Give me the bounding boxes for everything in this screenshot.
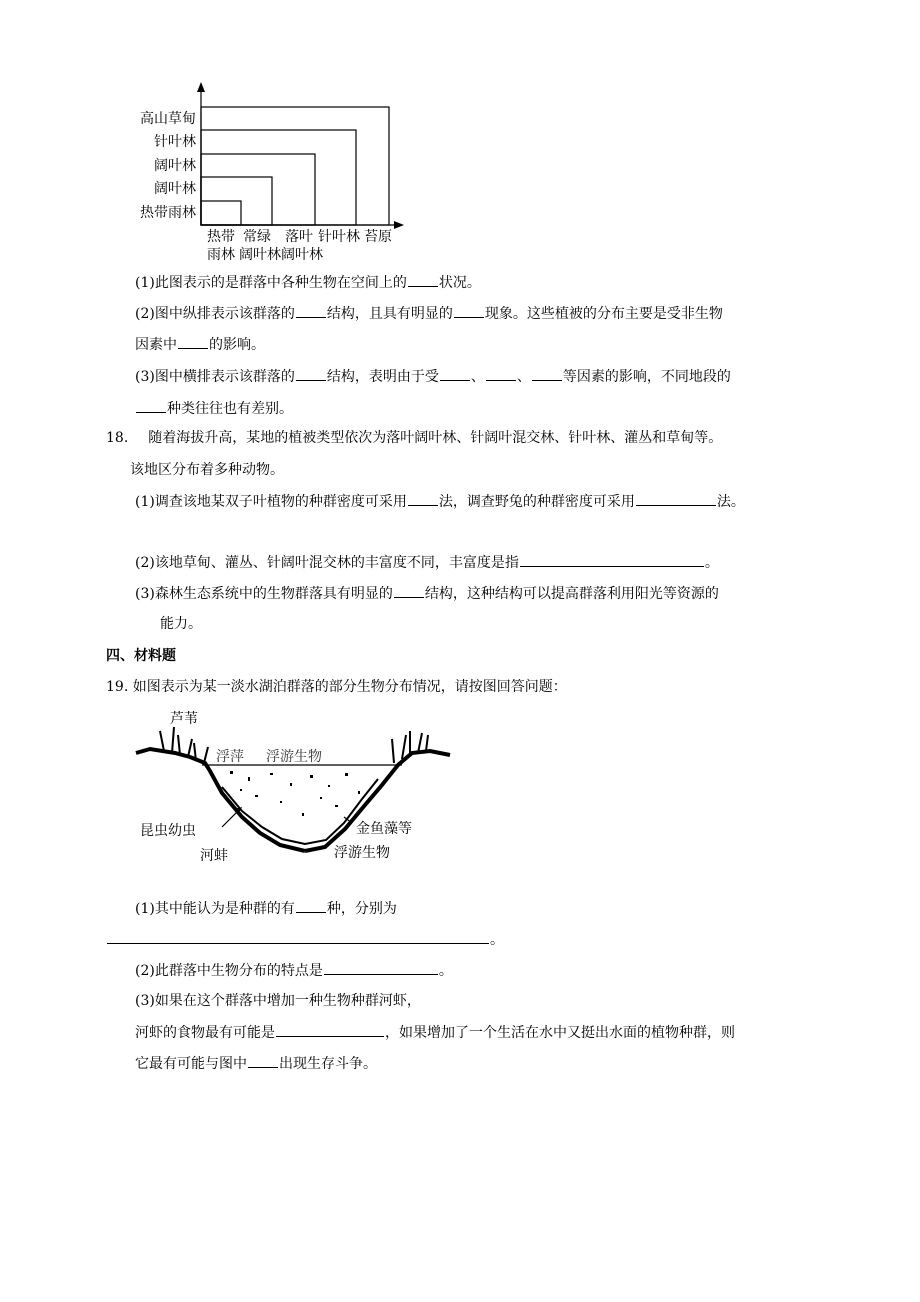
q19-part3: (3)如果在这个群落中增加一种生物种群河虾， <box>135 993 421 1009</box>
q19-stem: 19. 如图表示为某一淡水湖泊群落的部分生物分布情况，请按图回答问题： <box>106 679 567 695</box>
y-label-1: 高山草甸 <box>140 111 196 127</box>
label-insect-larvae: 昆虫幼虫 <box>140 823 196 839</box>
q17-part2: (2)图中纵排表示该群落的 结构，且具有明显的 现象。这些植被的分布主要是受非生物 <box>135 303 723 324</box>
answer-blank[interactable] <box>248 1053 278 1068</box>
x-label-1: 热带 <box>207 229 235 245</box>
label-plankton-top: 浮游生物 <box>266 749 322 765</box>
label-hornwort: 金鱼藻等 <box>356 821 412 837</box>
answer-blank[interactable] <box>520 552 704 567</box>
answer-blank[interactable] <box>394 583 424 598</box>
q17-part2-cont: 因素中 的影响。 <box>135 334 265 355</box>
vegetation-distribution-diagram <box>128 80 428 265</box>
reed-right <box>392 731 428 763</box>
x-axis-arrow <box>394 221 404 229</box>
answer-blank[interactable] <box>324 960 438 975</box>
q19-part2: (2)此群落中生物分布的特点是 。 <box>135 960 453 981</box>
q17-part3-cont: 种类往往也有差别。 <box>135 398 293 419</box>
y-label-2: 针叶林 <box>154 134 196 150</box>
x-label-7: 阔叶林 <box>239 247 281 263</box>
q17-part3: (3)图中横排表示该群落的 结构，表明由于受 、 、 等因素的影响，不同地段的 <box>135 366 731 387</box>
x-label-4: 针叶林 <box>318 229 360 245</box>
section-heading: 四、材料题 <box>106 648 176 664</box>
q17-part1: (1)此图表示的是群落中各种生物在空间上的 状况。 <box>135 272 481 293</box>
y-axis-arrow <box>197 82 205 92</box>
lake-sediment <box>222 779 378 844</box>
lake-community-diagram <box>130 705 460 875</box>
q19-part3-cont2: 它最有可能与图中 出现生存斗争。 <box>135 1053 377 1074</box>
answer-blank[interactable] <box>107 929 489 944</box>
answer-blank[interactable] <box>636 491 716 506</box>
answer-blank[interactable] <box>440 366 470 381</box>
answer-blank[interactable] <box>408 272 438 287</box>
q18-stem-cont: 该地区分布着多种动物。 <box>130 462 284 478</box>
band-tropical-rainforest <box>201 201 241 225</box>
band-deciduous-broadleaf <box>201 154 315 225</box>
label-reed: 芦苇 <box>170 711 198 727</box>
answer-blank[interactable] <box>408 491 438 506</box>
answer-blank[interactable] <box>276 1022 384 1037</box>
q18-part1: (1)调查该地某双子叶植物的种群密度可采用 法，调查野兔的种群密度可采用 法。 <box>135 491 745 512</box>
answer-blank[interactable] <box>296 303 326 318</box>
x-label-8: 阔叶林 <box>281 247 323 263</box>
q18-part3-cont: 能力。 <box>160 616 202 632</box>
label-plankton-bottom: 浮游生物 <box>334 845 390 861</box>
plankton-dots <box>230 771 360 816</box>
answer-blank[interactable] <box>296 898 326 913</box>
q19-part3-cont: 河虾的食物最有可能是 ，如果增加了一个生活在水中又挺出水面的植物种群，则 <box>135 1022 735 1043</box>
y-label-4: 阔叶林 <box>154 181 196 197</box>
x-label-3: 落叶 <box>285 229 313 245</box>
label-mussel: 河蚌 <box>200 848 228 864</box>
y-label-5: 热带雨林 <box>140 205 196 221</box>
band-alpine-meadow <box>201 107 389 225</box>
answer-blank[interactable] <box>136 398 166 413</box>
q19-part1: (1)其中能认为是种群的有 种，分别为 <box>135 898 397 919</box>
q18-part2: (2)该地草甸、灌丛、针阔叶混交林的丰富度不同，丰富度是指 。 <box>135 552 719 573</box>
x-label-6: 雨林 <box>207 247 235 263</box>
answer-blank[interactable] <box>178 334 208 349</box>
y-label-3: 阔叶林 <box>154 158 196 174</box>
insect-pointer <box>222 811 238 827</box>
x-label-5: 苔原 <box>364 229 392 245</box>
answer-blank[interactable] <box>486 366 516 381</box>
answer-blank[interactable] <box>454 303 484 318</box>
q19-part1-cont: 。 <box>106 929 504 950</box>
answer-blank[interactable] <box>296 366 326 381</box>
reed-left <box>160 727 208 763</box>
q18-stem: 18. 随着海拔升高，某地的植被类型依次为落叶阔叶林、针阔叶混交林、针叶林、灌丛和草甸等。 <box>106 430 723 446</box>
q18-part3: (3)森林生态系统中的生物群落具有明显的 结构，这种结构可以提高群落利用阳光等资源的 <box>135 583 719 604</box>
answer-blank[interactable] <box>532 366 562 381</box>
label-duckweed: 浮萍 <box>216 749 244 765</box>
x-label-2: 常绿 <box>243 229 271 245</box>
